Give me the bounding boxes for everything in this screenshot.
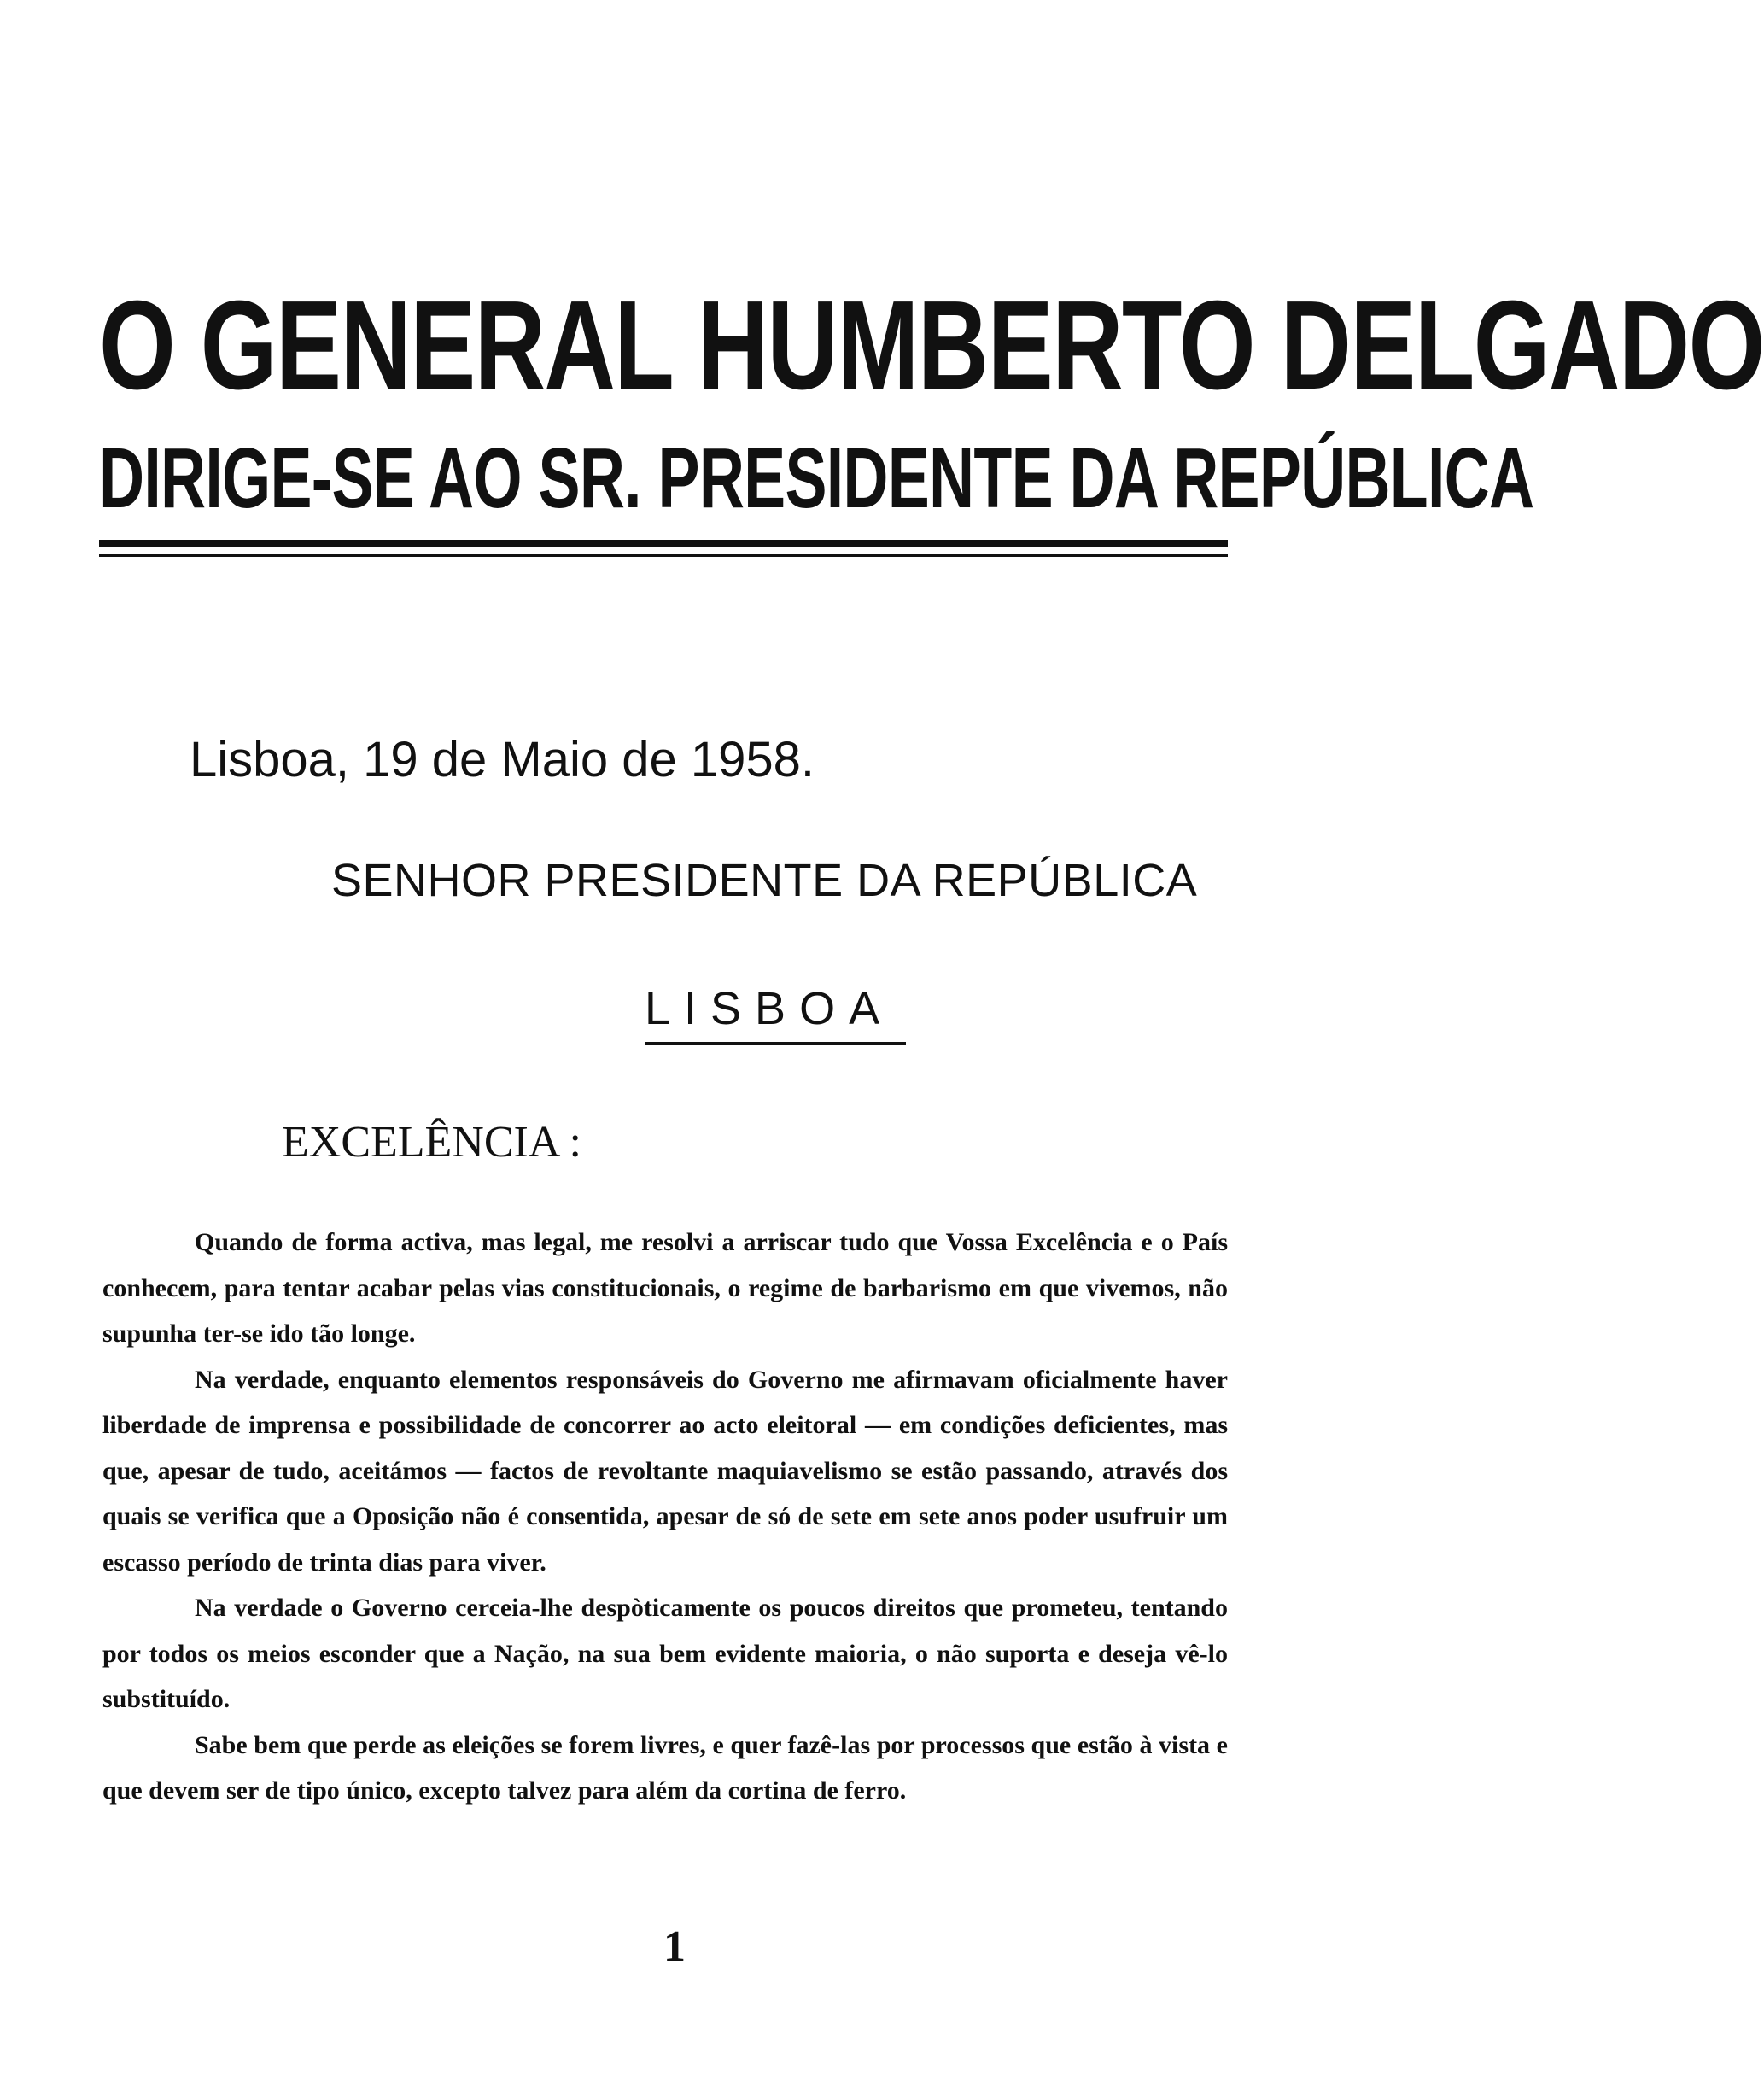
title-rule-thick	[99, 540, 1228, 547]
addressee-line: SENHOR PRESIDENTE DA REPÚBLICA	[331, 855, 1198, 906]
paragraph-4: Sabe bem que perde as eleições se forem livres, e quer fazê-las por processos que estão à vista e que devem ser de tipo único, excepto talvez para além da cortina de ferro.	[102, 1730, 1228, 1805]
salutation: EXCELÊNCIA :	[282, 1118, 581, 1167]
letter-body	[102, 1220, 1228, 1814]
city-line: LISBOA	[645, 983, 894, 1034]
main-title: O GENERAL HUMBERTO DELGADO	[99, 275, 1764, 416]
page-number: 1	[663, 1922, 686, 1971]
subtitle: DIRIGE-SE AO SR. PRESIDENTE DA REPÚBLICA	[99, 430, 1534, 526]
date-line: Lisboa, 19 de Maio de 1958.	[190, 732, 815, 787]
title-rule-thin	[99, 554, 1228, 557]
paragraph-2: Na verdade, enquanto elementos responsáveis do Governo me afirmavam oficialmente haver liberdade de imprensa e possibilidade de concorrer ao acto eleitoral — em condições deficientes, mas que, apesar de tudo, aceitámos — factos de revoltante maquiavelismo se estão passando, através dos quais se verifica que a Oposição não é consentida, apesar de só de sete em sete anos poder usufruir um escasso período de trinta dias para viver.	[102, 1365, 1228, 1577]
city-underline	[645, 1042, 906, 1045]
paragraph-1: Quando de forma activa, mas legal, me resolvi a arriscar tudo que Vossa Excelência e o País conhecem, para tentar acabar pelas vias constitucionais, o regime de barbarismo em que vivemos, não supunha ter-se ido tão longe.	[102, 1228, 1228, 1348]
paragraph-3: Na verdade o Governo cerceia-lhe despòticamente os poucos direitos que prometeu, tentando por todos os meios esconder que a Nação, na sua bem evidente maioria, o não suporta e deseja vê-lo substituído.	[102, 1594, 1228, 1713]
